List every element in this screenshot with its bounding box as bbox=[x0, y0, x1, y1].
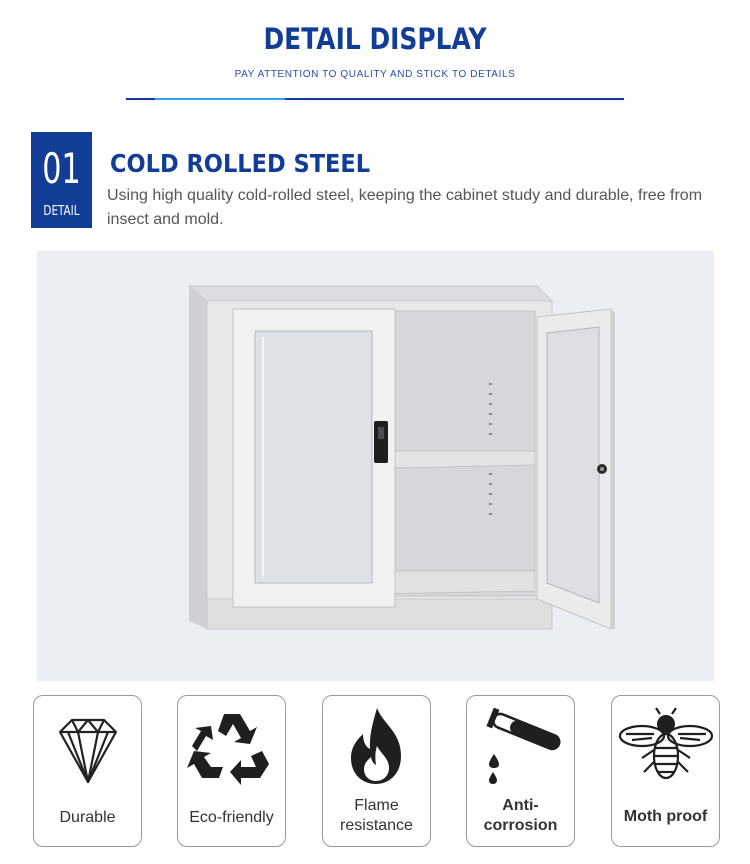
feature-card-flame-resistance bbox=[322, 695, 431, 847]
test-tube-drop-icon bbox=[467, 706, 574, 786]
flame-icon bbox=[323, 706, 430, 786]
feature-card-eco-friendly bbox=[177, 695, 286, 847]
feature-label-line1: Anti- bbox=[502, 797, 539, 814]
feature-label: Eco-friendly bbox=[189, 809, 274, 826]
recycle-icon bbox=[178, 706, 285, 786]
cabinet-photo bbox=[37, 251, 714, 681]
cabinet-illustration bbox=[37, 251, 714, 681]
page-subtitle: PAY ATTENTION TO QUALITY AND STICK TO DETAILS bbox=[234, 69, 516, 80]
feature-label: Durable bbox=[59, 809, 116, 826]
feature-label-line2: corrosion bbox=[483, 817, 558, 834]
detail-number-badge bbox=[31, 132, 92, 228]
feature-label-line2: resistance bbox=[340, 817, 413, 834]
feature-list bbox=[0, 695, 750, 847]
feature-card-durable bbox=[33, 695, 142, 847]
section-description: Using high quality cold-rolled steel, keeping the cabinet study and durable, free from insect and mold. bbox=[107, 187, 703, 228]
detail-number: 01 bbox=[42, 144, 81, 193]
page-title: DETAIL DISPLAY bbox=[263, 22, 487, 56]
bee-icon bbox=[612, 706, 719, 786]
feature-card-anti-corrosion bbox=[466, 695, 575, 847]
feature-label: Moth proof bbox=[623, 808, 708, 825]
detail-label: DETAIL bbox=[43, 204, 80, 219]
diamond-icon bbox=[34, 706, 141, 786]
feature-card-moth-proof bbox=[611, 695, 720, 847]
header-divider-accent bbox=[155, 98, 285, 100]
feature-label-line1: Flame bbox=[354, 797, 399, 814]
section-title: COLD ROLLED STEEL bbox=[110, 149, 371, 178]
